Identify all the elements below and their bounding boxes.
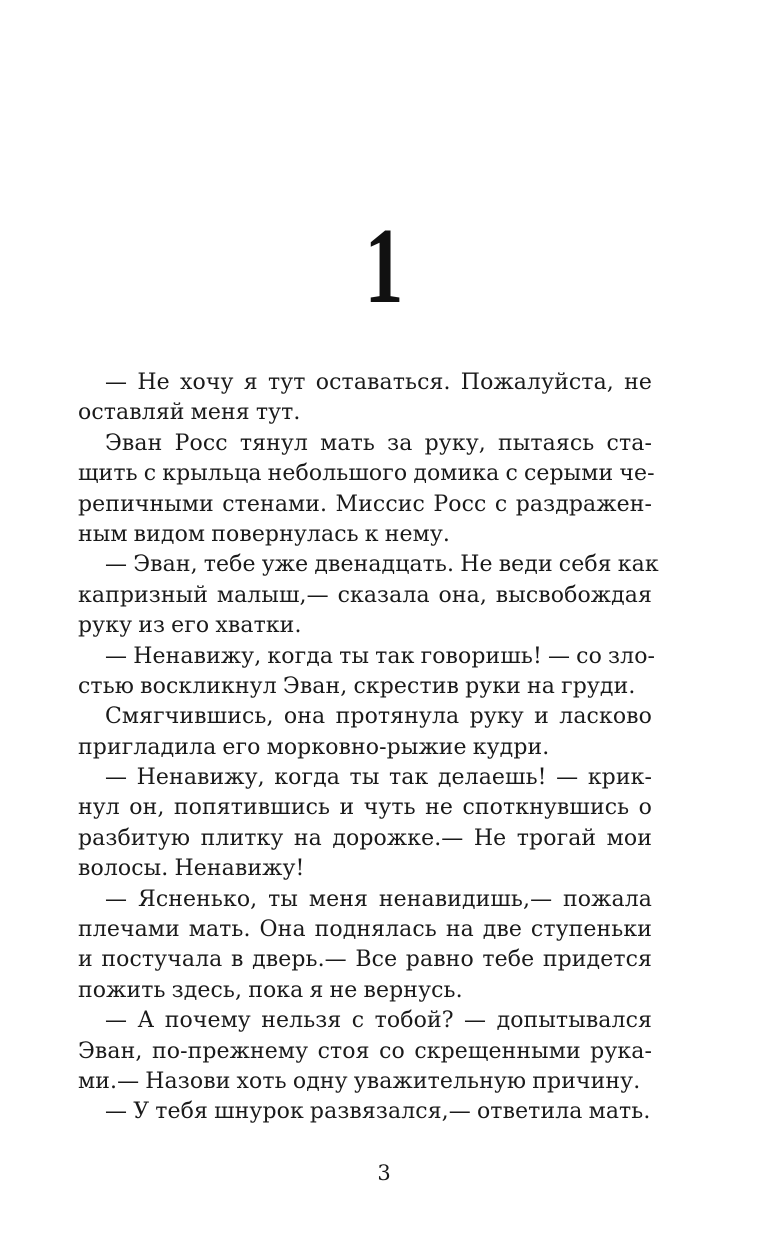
text-line: и постучала в дверь.— Все равно тебе придется xyxy=(78,947,652,973)
text-line: ным видом повернулась к нему. xyxy=(78,521,450,547)
text-line: разбитую плитку на дорожке.— Не трогай мои xyxy=(78,825,652,851)
text-line: волосы. Ненавижу! xyxy=(78,856,305,882)
text-line: пригладила его морковно-рыжие кудри. xyxy=(78,734,550,760)
page-number: 3 xyxy=(377,1161,391,1185)
chapter-number: 1 xyxy=(364,207,404,326)
text-line: — А почему нельзя с тобой? — допытывался xyxy=(105,1008,652,1034)
text-line: оставляй меня тут. xyxy=(78,400,301,426)
text-line: — У тебя шнурок развязался,— ответила мать. xyxy=(105,1099,651,1125)
text-line: ми.— Назови хоть одну уважительную причину. xyxy=(78,1068,641,1094)
text-line: руку из его хватки. xyxy=(78,613,302,639)
text-line: — Ясненько, ты меня ненавидишь,— пожала xyxy=(105,886,652,912)
text-line: щить с крыльца небольшого домика с серыми че- xyxy=(78,461,655,487)
text-line: — Эван, тебе уже двенадцать. Не веди себя как xyxy=(105,552,659,578)
text-line: — Ненавижу, когда ты так делаешь! — крик- xyxy=(105,765,652,791)
text-line: — Ненавижу, когда ты так говоришь! — со зло- xyxy=(105,643,656,669)
text-line: Эван, по-прежнему стоя со скрещенными рука- xyxy=(78,1038,652,1064)
text-line: Эван Росс тянул мать за руку, пытаясь ста- xyxy=(105,430,652,456)
text-line: капризный малыш,— сказала она, высвобождая xyxy=(78,582,652,608)
text-line: стью воскликнул Эван, скрестив руки на груди. xyxy=(78,673,636,699)
text-line: Смягчившись, она протянула руку и ласково xyxy=(105,704,652,730)
text-line: плечами мать. Она поднялась на две ступеньки xyxy=(78,917,652,943)
text-line: пожить здесь, пока я не вернусь. xyxy=(78,977,463,1003)
text-line: нул он, попятившись и чуть не споткнувшись о xyxy=(78,795,652,821)
chapter-text xyxy=(78,368,659,1128)
text-line: — Не хочу я тут оставаться. Пожалуйста, не xyxy=(105,370,652,395)
text-line: репичными стенами. Миссис Росс с раздражен- xyxy=(78,491,652,517)
